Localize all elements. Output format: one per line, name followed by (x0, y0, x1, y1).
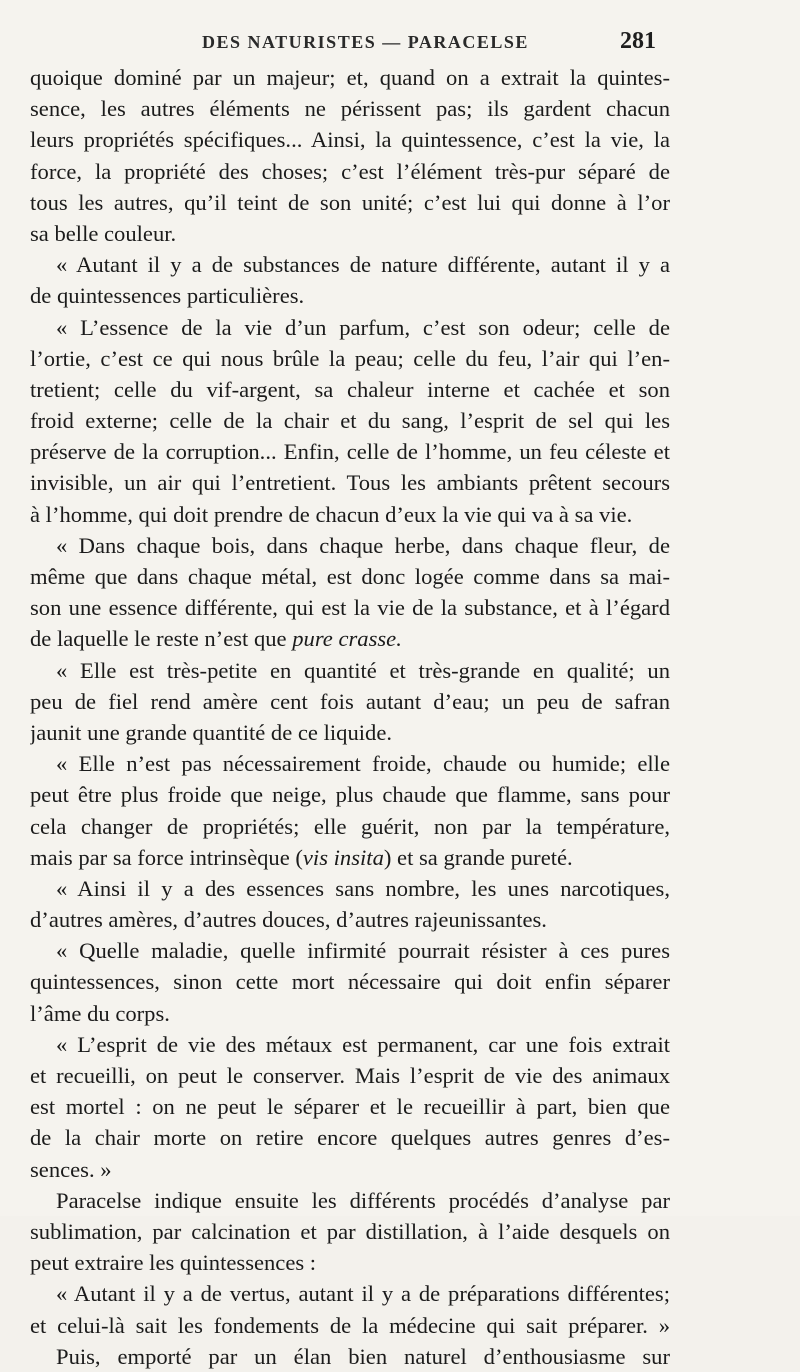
text-line: sublimation, par calcination et par distillation, à l’aide desquels on (30, 1218, 670, 1244)
text-line: froid externe; celle de la chair et du sang, l’esprit de sel qui les (30, 408, 670, 434)
text-line: de quintessences particulières. (30, 283, 305, 309)
text-line: sa belle couleur. (30, 220, 177, 246)
text-line: « Quelle maladie, quelle infirmité pourrait résister à ces pures (56, 938, 670, 964)
text-line: quoique dominé par un majeur; et, quand on a extrait la quintes- (30, 65, 670, 90)
text-line: « L’esprit de vie des métaux est permanent, car une fois extrait (56, 1031, 670, 1057)
text-line: « Ainsi il y a des essences sans nombre, les unes narcotiques, (56, 875, 670, 901)
text-line: Puis, emporté par un élan bien naturel d’enthousiasme sur (56, 1343, 670, 1369)
body-text (30, 62, 670, 1372)
italic-pure-crasse: pure crasse. (292, 626, 402, 652)
text-line: peu de fiel rend amère cent fois autant d’eau; un peu de safran (30, 688, 670, 714)
text-line-end: ) et sa grande pureté. (383, 844, 573, 870)
text-line: même que dans chaque métal, est donc logée comme dans sa mai- (30, 564, 670, 589)
text-line: Paracelse indique ensuite les différents procédés d’analyse par (56, 1187, 670, 1213)
text-line: « Elle est très-petite en quantité et très-grande en qualité; un (56, 657, 670, 683)
text-line: l’ortie, c’est ce qui nous brûle la peau; celle du feu, l’air qui l’en- (30, 345, 670, 371)
text-line: leurs propriétés spécifiques... Ainsi, la quintessence, c’est la vie, la (30, 127, 670, 153)
text-line-start: de laquelle le reste n’est que (30, 626, 293, 652)
text-line: « Autant il y a de vertus, autant il y a de préparations différentes; (56, 1281, 670, 1307)
text-line (30, 842, 670, 873)
text-line: est mortel : on ne peut le séparer et le recueillir à part, bien que (30, 1094, 670, 1120)
text-line: cela changer de propriétés; elle guérit, non par la température, (30, 813, 670, 839)
text-line: d’autres amères, d’autres douces, d’autres rajeunissantes. (30, 907, 547, 933)
text-line: sence, les autres éléments ne périssent pas; ils gardent chacun (30, 96, 670, 122)
text-line: jaunit une grande quantité de ce liquide. (30, 719, 392, 745)
italic-vis-insita: vis insita (302, 844, 384, 870)
text-line: quintessences, sinon cette mort nécessaire qui doit enfin séparer (30, 969, 670, 995)
text-line: tretient; celle du vif-argent, sa chaleur interne et cachée et son (30, 376, 670, 402)
text-line (30, 623, 670, 654)
text-line-start: mais par sa force intrinsèque ( (30, 844, 303, 870)
text-line: « Dans chaque bois, dans chaque herbe, dans chaque fleur, de (56, 532, 670, 558)
text-line: sences. » (30, 1156, 112, 1182)
page-number: 281 (620, 28, 656, 54)
text-line: et celui-là sait les fondements de la médecine qui sait préparer. » (30, 1312, 670, 1338)
text-line: invisible, un air qui l’entretient. Tous les ambiants prêtent secours (30, 470, 670, 496)
text-line: tous les autres, qu’il teint de son unité; c’est lui qui donne à l’or (30, 189, 670, 215)
text-line: préserve de la corruption... Enfin, celle de l’homme, un feu céleste et (30, 439, 670, 465)
text-line: l’âme du corps. (30, 1000, 170, 1026)
text-line: « Autant il y a de substances de nature différente, autant il y a (56, 252, 670, 278)
running-title: DES NATURISTES — PARACELSE (202, 32, 529, 52)
page-header (30, 28, 670, 60)
text-line: et recueilli, on peut le conserver. Mais l’esprit de vie des animaux (30, 1063, 670, 1088)
text-line: son une essence différente, qui est la vie de la substance, et à l’égard (30, 595, 670, 621)
text-line: force, la propriété des choses; c’est l’élément très-pur séparé de (30, 158, 670, 184)
text-line: peut extraire les quintessences : (30, 1250, 317, 1276)
text-line: à l’homme, qui doit prendre de chacun d’eux la vie qui va à sa vie. (30, 501, 633, 527)
text-line: « L’essence de la vie d’un parfum, c’est son odeur; celle de (56, 314, 670, 340)
text-line: « Elle n’est pas nécessairement froide, chaude ou humide; elle (56, 751, 670, 777)
text-line: de la chair morte on retire encore quelques autres genres d’es- (30, 1125, 670, 1151)
text-line: peut être plus froide que neige, plus chaude que flamme, sans pour (30, 782, 670, 808)
